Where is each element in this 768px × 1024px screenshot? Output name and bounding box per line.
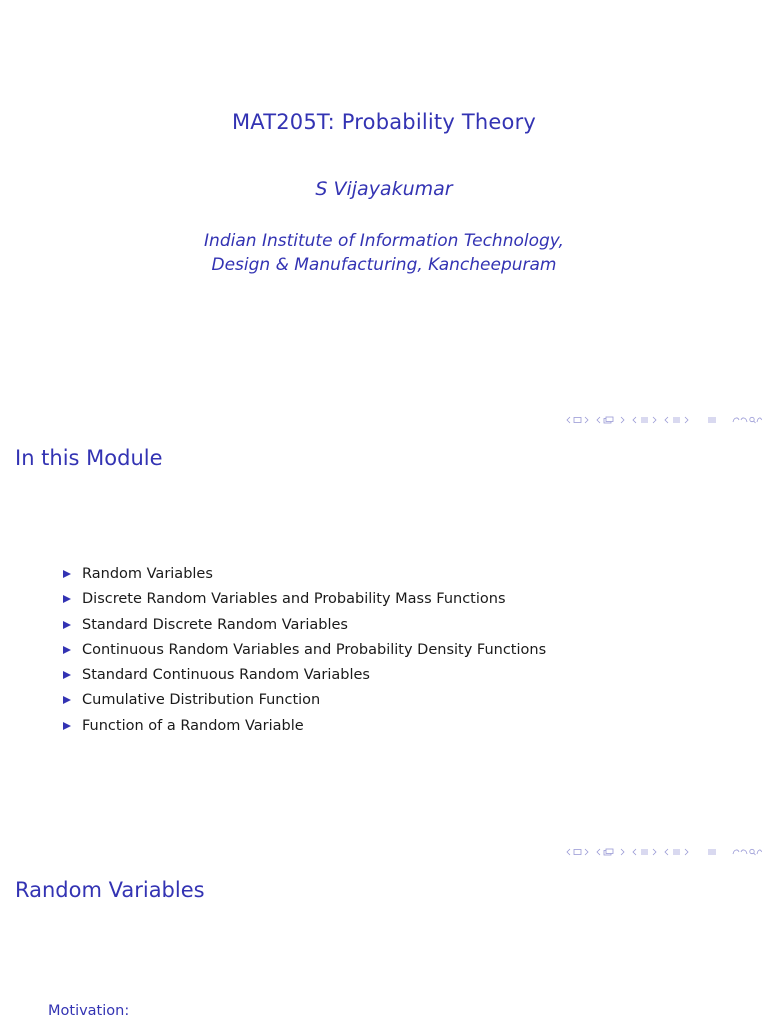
list-item [62, 663, 546, 688]
beamer-navigation-bar [566, 848, 762, 856]
nav-search-icon[interactable] [732, 416, 762, 424]
institute-line-2: Design & Manufacturing, Kancheepuram [211, 255, 557, 275]
list-item-text: Standard Discrete Random Variables [82, 616, 348, 633]
beamer-navigation-bar [566, 416, 762, 424]
nav-document-icon[interactable] [706, 848, 718, 856]
list-item-text: Standard Continuous Random Variables [82, 667, 370, 684]
nav-appendix-icon[interactable] [664, 416, 692, 424]
list-item [62, 613, 546, 638]
list-item-text: Discrete Random Variables and Probability Mass Functions [82, 591, 506, 608]
nav-frame-icon[interactable] [566, 848, 592, 856]
frame-title: In this Module [15, 446, 163, 470]
list-item [62, 638, 546, 663]
frame-title: Random Variables [15, 878, 205, 902]
slide-title-page [0, 0, 768, 432]
bullet-triangle-icon [63, 696, 71, 704]
nav-frame-icon[interactable] [566, 416, 592, 424]
presentation-author: S Vijayakumar [315, 178, 453, 200]
nav-search-icon[interactable] [732, 848, 762, 856]
bullet-triangle-icon [63, 595, 71, 603]
bullet-triangle-icon [63, 570, 71, 578]
module-topics-list [62, 562, 546, 739]
slide-module-outline [0, 432, 768, 864]
list-item [62, 688, 546, 713]
list-item [62, 587, 546, 612]
nav-document-icon[interactable] [706, 416, 718, 424]
list-item [62, 714, 546, 739]
list-item-text: Function of a Random Variable [82, 717, 304, 734]
nav-subsection-icon[interactable] [596, 848, 628, 856]
institute-line-1: Indian Institute of Information Technology, [204, 231, 564, 251]
bullet-triangle-icon [63, 646, 71, 654]
nav-appendix-icon[interactable] [664, 848, 692, 856]
presentation-title: MAT205T: Probability Theory [231, 110, 537, 134]
nav-section-icon[interactable] [632, 848, 660, 856]
list-item [62, 562, 546, 587]
motivation-label: Motivation: [48, 1003, 130, 1019]
bullet-triangle-icon [63, 621, 71, 629]
bullet-triangle-icon [63, 722, 71, 730]
presentation-institute [0, 229, 768, 277]
list-item-text: Cumulative Distribution Function [82, 692, 321, 709]
nav-section-icon[interactable] [632, 416, 660, 424]
list-item-text: Continuous Random Variables and Probability Density Functions [82, 641, 547, 658]
list-item-text: Random Variables [82, 566, 213, 582]
nav-subsection-icon[interactable] [596, 416, 628, 424]
bullet-triangle-icon [63, 671, 71, 679]
slide-random-variables [0, 864, 768, 1024]
